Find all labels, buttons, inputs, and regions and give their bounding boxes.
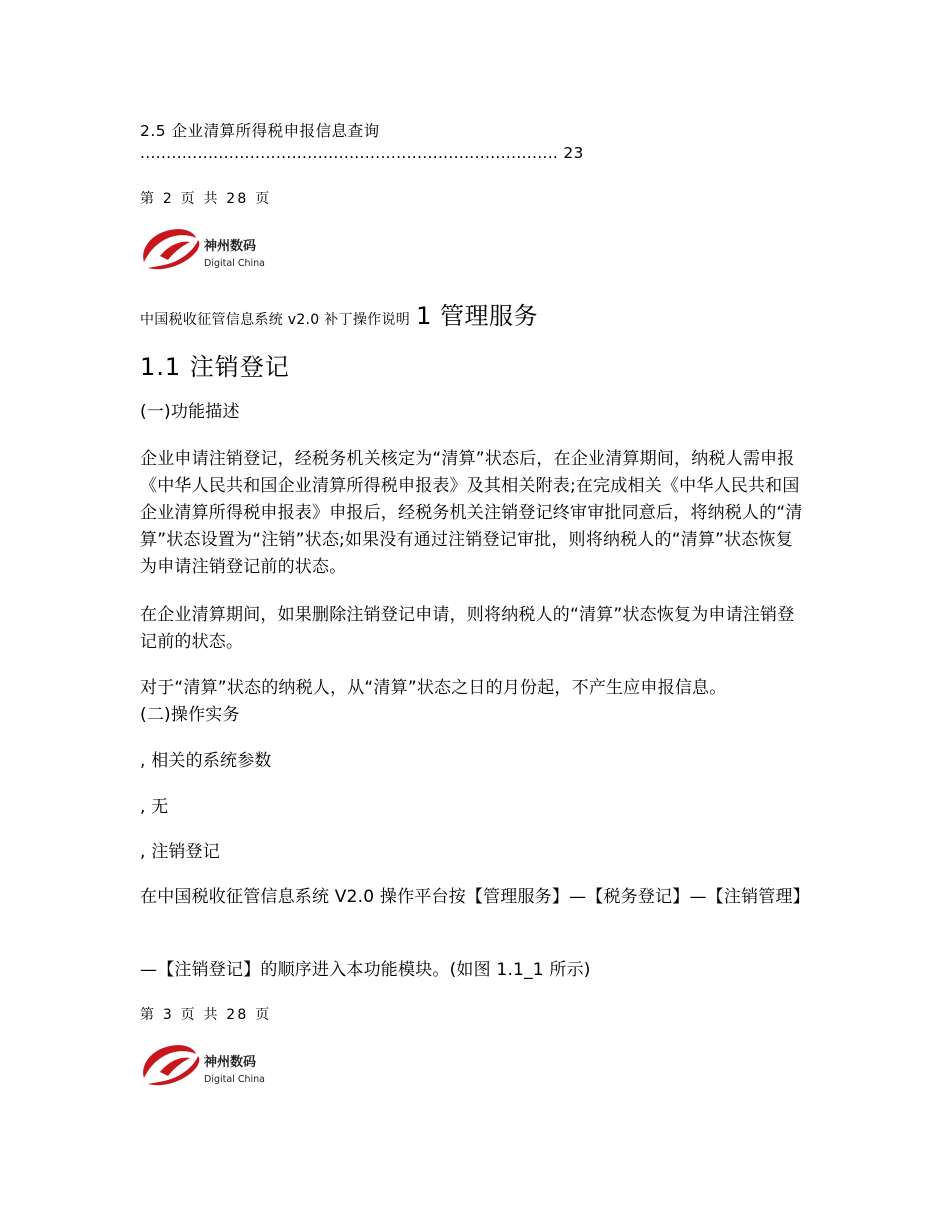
paragraph-2: 在企业清算期间，如果删除注销登记申请，则将纳税人的“清算”状态恢复为申请注销登记前的状态。 <box>140 605 795 652</box>
page-number: 第 2 页 共 28 页 <box>140 191 272 207</box>
paragraph-4: 在中国税收征管信息系统 V2.0 操作平台按【管理服务】—【税务登记】—【注销管理】 <box>140 887 810 907</box>
company-logo <box>138 1038 268 1090</box>
function-description-heading: (一)功能描述 <box>140 402 240 422</box>
paragraph-5: —【注销登记】的顺序进入本功能模块。(如图 1.1_1 所示) <box>140 960 591 980</box>
svg-text:Digital China: Digital China <box>204 258 265 269</box>
document-header <box>140 296 538 331</box>
svg-text:神州数码: 神州数码 <box>204 1055 257 1070</box>
page-number: 第 3 页 共 28 页 <box>140 1007 272 1023</box>
paragraph-1: 企业申请注销登记，经税务机关核定为“清算”状态后，在企业清算期间，纳税人需申报《中华人民共和国企业清算所得税申报表》及其相关附表;在完成相关《中华人民共和国企业清算所得税申报表》申报后，经税务机关注销登记终审审批同意后，将纳税人的“清算”状态设置为“注销”状态;如果没有通过注销登记审批，则将纳税人的“清算”状态恢复为申请注销登记前的状态。 <box>140 449 803 577</box>
operations-heading: (二)操作实务 <box>140 705 240 725</box>
svg-text:Digital China: Digital China <box>204 1074 265 1085</box>
system-title: 中国税收征管信息系统 v2.0 补丁操作说明 <box>140 312 411 328</box>
chapter-title: 1 管理服务 <box>416 302 538 330</box>
section-title: 1.1 注销登记 <box>140 353 290 381</box>
list-item-deregistration: , 注销登记 <box>140 842 221 862</box>
company-logo <box>138 222 268 274</box>
toc-leader: ................................................................................ 23 <box>140 144 584 162</box>
list-item-parameters: , 相关的系统参数 <box>140 751 272 771</box>
paragraph-3: 对于“清算”状态的纳税人，从“清算”状态之日的月份起，不产生应申报信息。 <box>140 678 727 698</box>
svg-text:神州数码: 神州数码 <box>204 239 257 254</box>
list-item-none: , 无 <box>140 797 169 817</box>
toc-item: 2.5 企业清算所得税申报信息查询 <box>140 122 380 140</box>
